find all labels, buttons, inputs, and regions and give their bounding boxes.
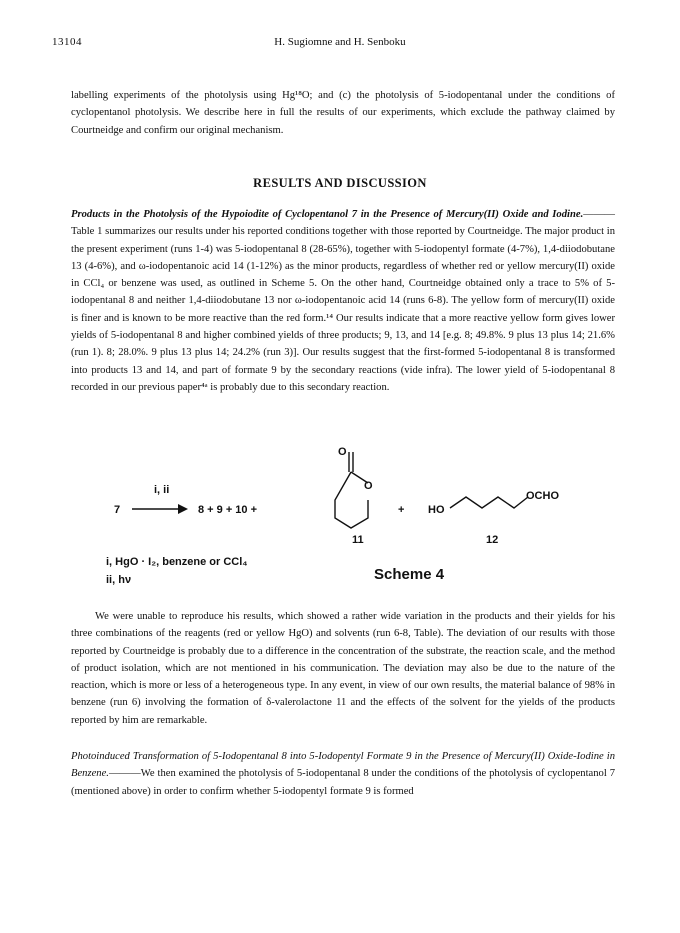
page-number: 13104 <box>52 36 82 48</box>
running-head: H. Sugiomne and H. Senboku <box>274 36 406 48</box>
reaction-arrow <box>130 502 190 516</box>
paragraph-text <box>71 748 615 800</box>
scheme-start-compound: 7 <box>114 504 121 516</box>
plus-sign: + <box>398 504 405 516</box>
compound-12-label: 12 <box>486 534 499 546</box>
compound-11-label: 11 <box>352 534 364 546</box>
photoinduced-paragraph <box>71 748 615 800</box>
discussion-paragraph <box>71 608 615 729</box>
condition-ii: ii, hν <box>106 574 132 586</box>
ring-oxygen: O <box>364 480 373 492</box>
paragraph-body: We then examined the photolysis of 5-iodopentanal 8 under the conditions of the photolysis of cyclopentanol 7 (mentioned above) in order to confirm whether 5-iodopentyl formate 9 is formed <box>71 768 615 797</box>
paragraph-text <box>71 206 615 396</box>
subsection-heading: Photoinduced Transformation of 5-Iodopentanal 8 into 5-Iodopentyl Formate 9 in the Presence of Mercury(II) Oxide-Iodine in Benzene. <box>71 751 615 780</box>
arrow-label: i, ii <box>154 484 170 496</box>
paragraph-text: labelling experiments of the photolysis using Hg¹⁸O; and (c) the photolysis of 5-iodopentanal under the conditions of cyclopentanol photolysis. We describe here in full the results of our experiments, which exclude the pathway claimed by Courtneidge and confirm our original mechanism. <box>71 90 615 136</box>
em-dash: ——— <box>583 209 615 220</box>
em-dash: ——— <box>108 768 141 780</box>
condition-i: i, HgO · I₂, benzene or CCl₄ <box>106 556 248 568</box>
lactone-structure <box>332 448 382 534</box>
intro-paragraph <box>71 87 615 139</box>
scheme-products: 8 + 9 + 10 + <box>198 504 258 516</box>
section-heading: RESULTS AND DISCUSSION <box>253 176 427 190</box>
subsection-heading: Products in the Photolysis of the Hypoiodite of Cyclopentanol 7 in the Presence of Mercury(II) Oxide and Iodine. <box>71 209 584 220</box>
scheme-title: Scheme 4 <box>374 566 445 583</box>
paragraph-body: Table 1 summarizes our results under his reported conditions together with those reported by Courtneidge. The major product in the present experiment (runs 1-4) was 5-iodopentanal 8 (28-65%), together with 5-iodopentyl formate (4-7%), 1,4-diiodobutane 13 (4-6%), and ω-iodopentanoic acid 14 (1-12%) as the minor products, regardless of whether red or yellow mercury(II) oxide in CCl₄ or benzene was used, as outlined in Scheme 5. On the other hand, Courtneidge obtained only a trace to 5% of 5-iodopentanal 8 and neither 1,4-diiodobutane 13 nor ω-iodopentanoic acid 14 (runs 6-8). The yellow form of mercury(II) oxide is finer and is known to be more reactive than the red form.¹⁴ Our results indicate that a more reactive yellow form gives lower yields of 5-iodopentanal 8 and higher combined yields of three products; 9, 13, and 14 [e.g. 8; 49.8%. 9 plus 13 plus 14; 21.6% (run 1). 8; 28.0%. 9 plus 13 plus 14; 24.2% (run 3)]. Our results suggest that the first-formed 5-iodopentanal 8 is transformed into products 13 and 14, and part of formate 9 by the secondary reactions (vide infra). The lower yield of 5-iodopentanal 8 recorded in our previous paper⁴ᵃ is probably due to this secondary reaction. <box>71 226 615 393</box>
paragraph-text: We were unable to reproduce his results, which showed a rather wide variation in the products and their yields for his three combinations of the reagents (red or yellow HgO) and solvents (run 6-8, Table). The deviation of our results with those reported by Courtneidge is probably due to a difference in the concentration of the substrate, the reaction scale, and the method of product isolation, which are not mentioned in his communication. The deviation may also be due to the nature of the reaction, which is more or less of a heterogeneous type. In any event, in view of our own results, the material balance of 98% in benzene (run 6) involving the formation of δ-valerolactone 11 and the effects of the solvent for the yields of the products reported by him are remarkable. <box>71 611 615 726</box>
formate-ho: HO <box>428 504 445 516</box>
products-paragraph <box>71 206 615 396</box>
carbonyl-oxygen: O <box>338 446 347 458</box>
scheme-4 <box>0 440 680 590</box>
formate-ocho: OCHO <box>526 490 559 502</box>
